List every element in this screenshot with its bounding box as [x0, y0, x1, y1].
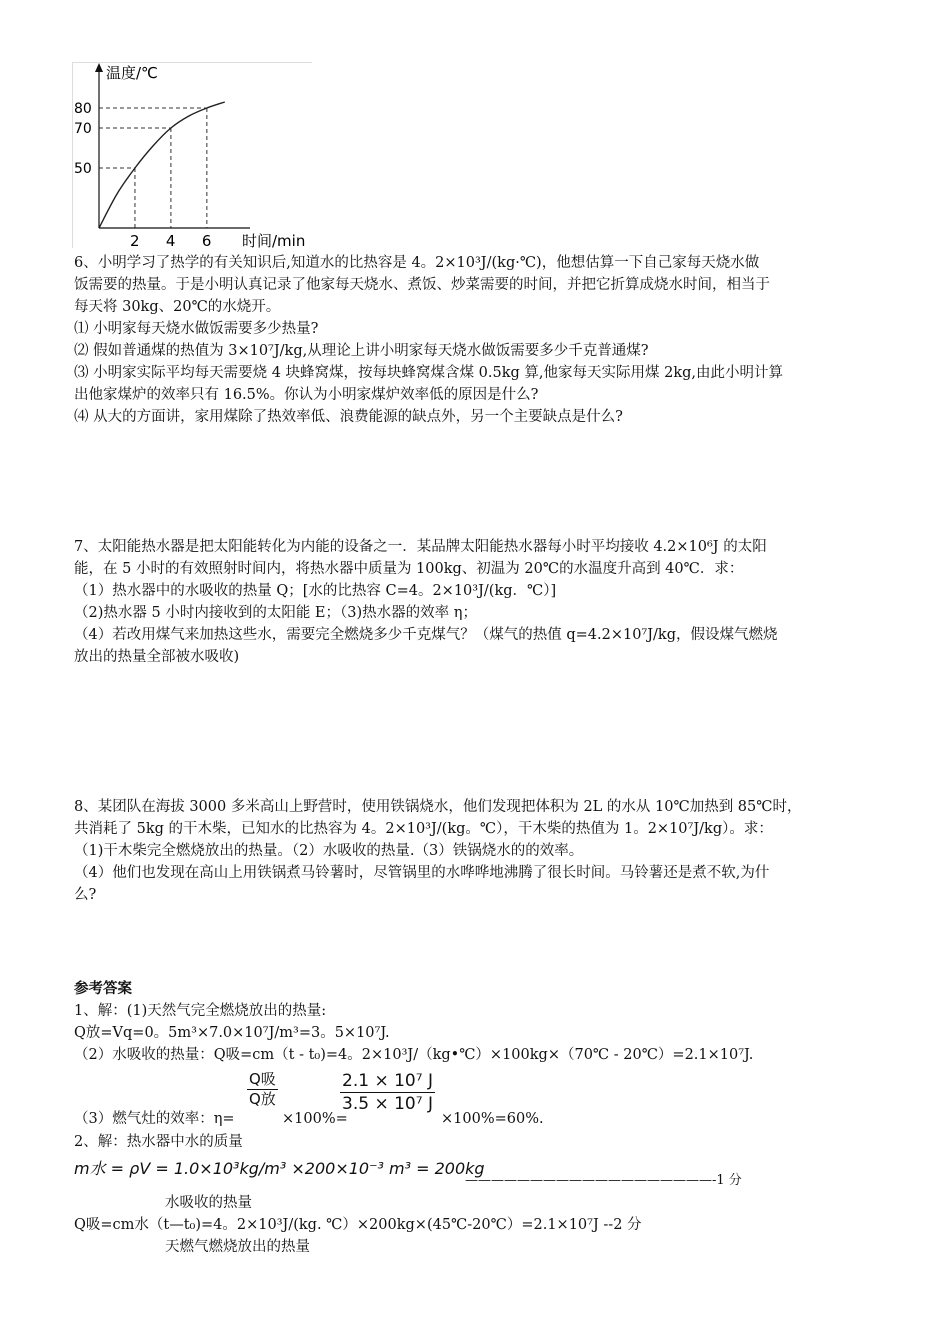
answer-2-line-1: 2、解：热水器中水的质量 [74, 1134, 243, 1150]
answer-2-mass-formula: m水 = ρV = 1.0×10³kg/m³ ×200×10⁻³ m³ = 200kg [74, 1159, 485, 1178]
efficiency-value-fraction [340, 1070, 435, 1115]
answer-1-efficiency-c: ×100%=60%. [441, 1111, 544, 1127]
x-axis-label: 时间/min [242, 232, 306, 248]
q7-line-2: 能，在 5 小时的有效照射时间内，将热水器中质量为 100kg、初温为 20℃的水温度升高到 40℃．求： [74, 561, 744, 577]
q8-part-4b: 么? [74, 887, 97, 903]
q6-line-2: 饭需要的热量。于是小明认真记录了他家每天烧水、煮饭、炒菜需要的时间，并把它折算成烧水时间，相当于 [74, 277, 770, 293]
y-axis-label: 温度/℃ [106, 64, 158, 82]
answer-2-line-4: 天燃气燃烧放出的热量 [165, 1239, 310, 1255]
y-tick-label-1: 70 [74, 121, 92, 137]
temperature-curve [99, 102, 225, 228]
x-tick-label-0: 2 [129, 232, 140, 248]
efficiency-fraction [247, 1070, 278, 1109]
q8-part-4a: （4）他们也发现在高山上用铁锅煮马铃薯时，尽管锅里的水哗哗地沸腾了很长时间。马铃薯还是煮不软,为什 [74, 865, 770, 881]
q6-line-1: 6、小明学习了热学的有关知识后,知道水的比热容是 4。2×10³J/(kg·℃)，他想估算一下自己家每天烧水做 [74, 255, 760, 271]
answer-2-score-1: ———————————————————-1 分 [465, 1173, 742, 1188]
x-tick-label-1: 4 [165, 232, 176, 248]
q8-line-2: 共消耗了 5kg 的干木柴，已知水的比热容为 4。2×10³J/(kg。℃），干木柴的热值为 1。2×10⁷J/kg）。求： [74, 821, 773, 837]
answer-2-line-2: 水吸收的热量 [165, 1195, 252, 1211]
x-tick-label-2: 6 [201, 232, 212, 248]
answer-1-line-1: 1、解：(1)天然气完全燃烧放出的热量: [74, 1003, 327, 1019]
temperature-time-chart [72, 62, 312, 248]
answers-heading: 参考答案 [74, 980, 132, 997]
efficiency-numerator: Q吸 [249, 1070, 276, 1088]
chart-tick-labels [74, 101, 211, 248]
answer-1-line-3: （2）水吸收的热量：Q吸=cm（t - t₀)=4。2×10³J/（kg•℃）×100kg×（70℃ - 20℃）=2.1×10⁷J. [74, 1047, 754, 1063]
efficiency-value-denominator: 3.5 × 10⁷ J [342, 1094, 433, 1114]
q6-part-1: ⑴ 小明家每天烧水做饭需要多少热量? [74, 321, 319, 337]
q7-part-4b: 放出的热量全部被水吸收) [74, 649, 240, 665]
y-tick-label-2: 80 [74, 101, 92, 117]
y-axis-arrow [95, 63, 103, 72]
q6-part-3a: ⑶ 小明家实际平均每天需要烧 4 块蜂窝煤，按每块蜂窝煤含煤 0.5kg 算,他家每天实际用煤 2kg,由此小明计算 [74, 365, 784, 381]
q6-part-3b: 出他家煤炉的效率只有 16.5%。你认为小明家煤炉效率低的原因是什么? [74, 387, 539, 403]
q6-line-3: 每天将 30kg、20℃的水烧开。 [74, 299, 281, 315]
q7-part-1: （1）热水器中的水吸收的热量 Q；[水的比热容 C=4。2×10³J/(kg．℃）] [74, 583, 557, 599]
q8-part-1: （1)干木柴完全燃烧放出的热量。（2）水吸收的热量.（3）铁锅烧水的的效率。 [74, 843, 584, 859]
q7-part-2: （2)热水器 5 小时内接收到的太阳能 E；（3)热水器的效率 η； [74, 605, 477, 621]
q7-part-4a: （4）若改用煤气来加热这些水，需要完全燃烧多少千克煤气？（煤气的热值 q=4.2×10⁷J/kg，假设煤气燃烧 [74, 627, 778, 643]
answer-2-line-3: Q吸=cm水（t—t₀)=4。2×10³J/(kg. ℃）×200kg×(45℃-20℃）=2.1×10⁷J --2 分 [74, 1217, 642, 1233]
chart-guide-lines [99, 108, 207, 228]
answer-1-line-2: Q放=Vq=0。5m³×7.0×10⁷J/m³=3。5×10⁷J. [74, 1025, 390, 1041]
q7-line-1: 7、太阳能热水器是把太阳能转化为内能的设备之一．某品牌太阳能热水器每小时平均接收 4.2×10⁶J 的太阳 [74, 539, 767, 555]
efficiency-denominator: Q放 [249, 1090, 276, 1108]
q6-part-2: ⑵ 假如普通煤的热值为 3×10⁷J/kg,从理论上讲小明家每天烧水做饭需要多少千克普通煤? [74, 343, 649, 359]
answer-1-efficiency-b: ×100%= [282, 1111, 348, 1127]
efficiency-value-numerator: 2.1 × 10⁷ J [342, 1071, 433, 1091]
q8-line-1: 8、某团队在海拔 3000 多米高山上野营时，使用铁锅烧水，他们发现把体积为 2L 的水从 10℃加热到 85℃时， [74, 799, 802, 815]
y-tick-label-0: 50 [74, 161, 92, 177]
q6-part-4: ⑷ 从大的方面讲，家用煤除了热效率低、浪费能源的缺点外，另一个主要缺点是什么? [74, 409, 623, 425]
answer-1-efficiency-a: （3）燃气灶的效率：η= [74, 1111, 235, 1127]
